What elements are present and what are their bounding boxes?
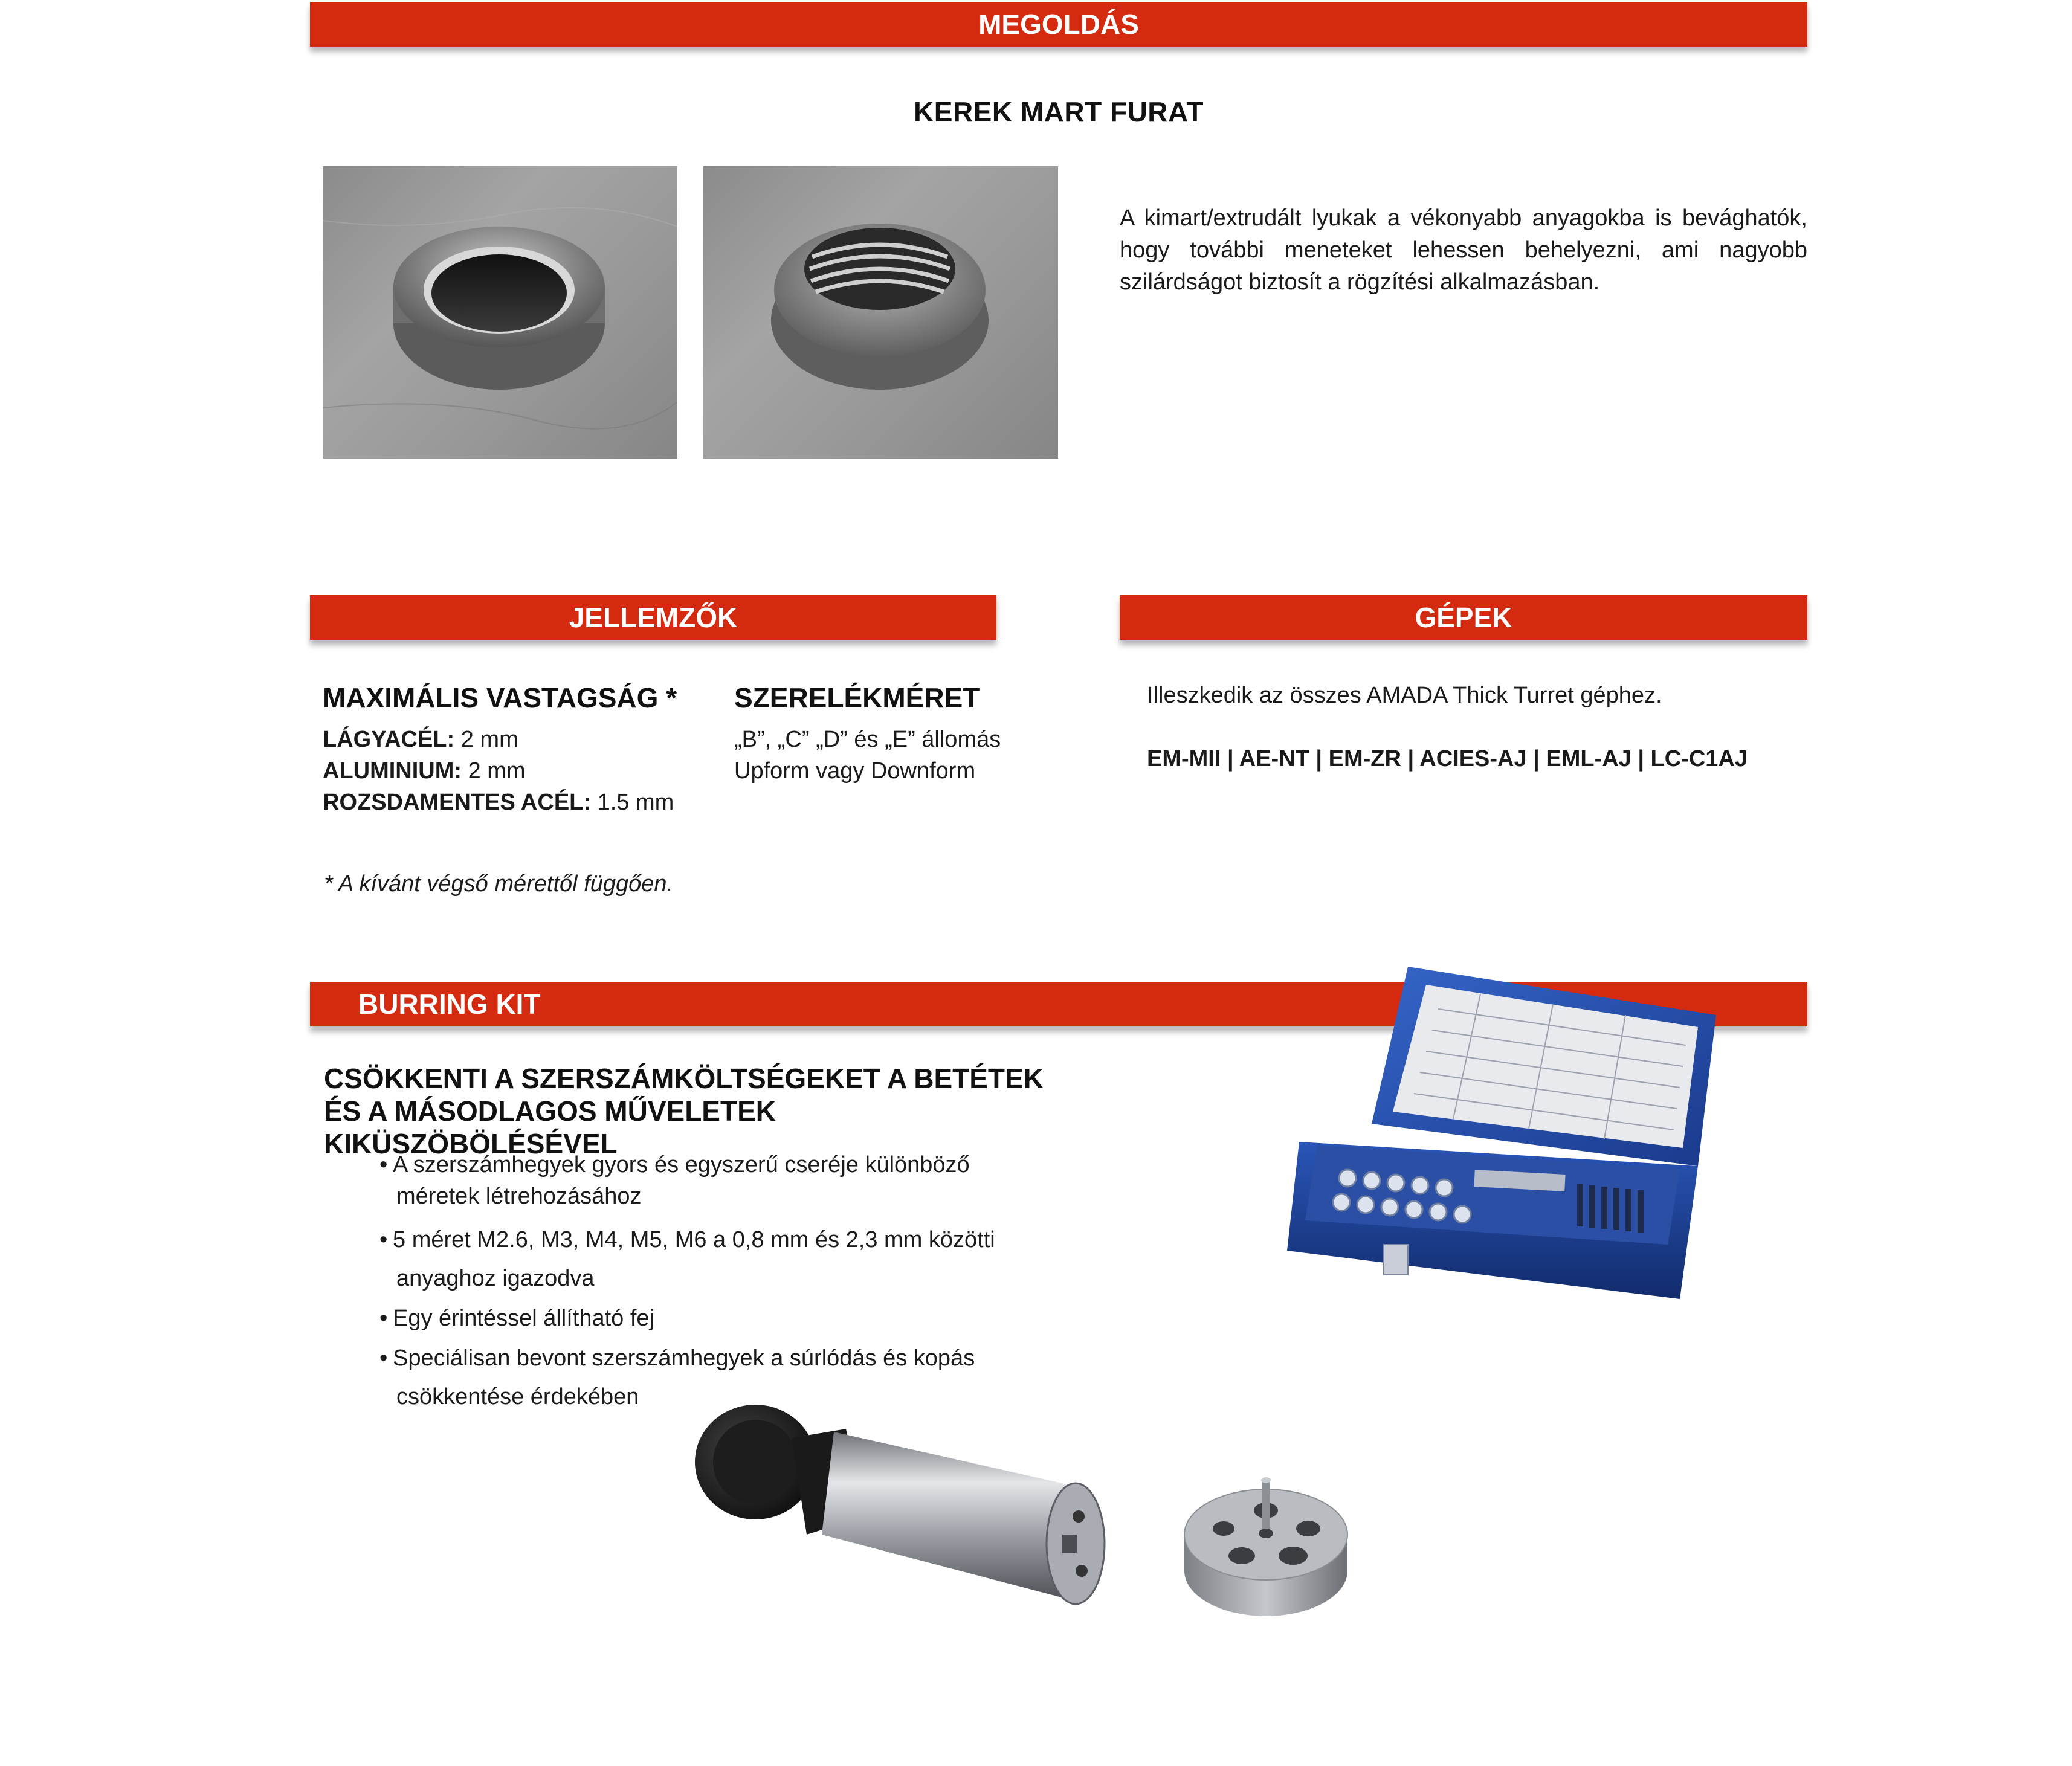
tool-case-photo (1281, 961, 1740, 1347)
solution-title: KEREK MART FURAT (914, 96, 1204, 127)
kit-bullet-1-line2: méretek létrehozásához (396, 1184, 642, 1209)
kit-bullet-2-line1: 5 méret M2.6, M3, M4, M5, M6 a 0,8 mm és 2,3 mm közötti (393, 1227, 995, 1252)
thickness-footnote: * A kívánt végső mérettől függően. (324, 871, 674, 897)
kit-bullet-4-line1: Speciálisan bevont szerszámhegyek a súrlódás és kopás (393, 1345, 975, 1371)
spec-aluminium-label: ALUMINIUM: (323, 758, 462, 784)
spec-mild-steel (323, 724, 518, 755)
features-header-bar (310, 595, 996, 640)
solution-description: A kimart/extrudált lyukak a vékonyabb anyagokba is bevághatók, hogy további meneteket lehessen behelyezni, ami nagyobb szilárdságot biztosít a rögzítési alkalmazásban. (1120, 205, 1807, 295)
spec-mild-steel-label: LÁGYACÉL: (323, 727, 455, 752)
spec-aluminium (323, 755, 526, 787)
kit-bullet-3-line1: Egy érintéssel állítható fej (393, 1306, 655, 1331)
max-thickness-heading: MAXIMÁLIS VASTAGSÁG * (323, 682, 677, 714)
kit-bullet-3 (379, 1299, 1044, 1338)
tool-size-heading: SZERELÉKMÉRET (734, 682, 980, 714)
milled-hole-photo (323, 166, 677, 459)
tool-size-form: Upform vagy Downform (734, 758, 976, 784)
machines-intro: Illeszkedik az összes AMADA Thick Turret géphez. (1147, 683, 1662, 708)
spec-stainless-steel-value: 1.5 mm (591, 790, 674, 815)
spec-stainless-steel (323, 787, 674, 818)
machines-header-bar (1120, 595, 1807, 640)
burring-kit-headline-line2: ÉS A MÁSODLAGOS MŰVELETEK KIKÜSZÖBÖLÉSÉVEL (324, 1095, 776, 1159)
tool-size-stations: „B”, „C” „D” és „E” állomás (734, 727, 1001, 752)
bullet-dot-icon: • (379, 1306, 388, 1331)
solution-header-bar (310, 2, 1807, 47)
kit-bullet-1-line1: A szerszámhegyek gyors és egyszerű cseréje különböző (393, 1152, 970, 1178)
kit-bullet-2 (379, 1220, 1044, 1298)
burring-kit-headline (324, 1062, 1049, 1160)
solution-header-label: MEGOLDÁS (978, 8, 1139, 40)
threaded-hole-photo (703, 166, 1058, 459)
spec-mild-steel-value: 2 mm (454, 727, 518, 752)
kit-bullet-4-line2: csökkentése érdekében (396, 1384, 639, 1410)
burring-head-photo (1175, 1468, 1357, 1625)
bullet-dot-icon: • (379, 1227, 388, 1252)
machines-header-label: GÉPEK (1415, 602, 1512, 633)
burring-kit-header-label: BURRING KIT (358, 988, 541, 1020)
kit-bullet-2-line2: anyaghoz igazodva (396, 1266, 595, 1291)
bullet-dot-icon: • (379, 1152, 388, 1178)
burring-kit-headline-line1: CSÖKKENTI A SZERSZÁMKÖLTSÉGEKET A BETÉTEK (324, 1063, 1044, 1094)
machine-model-list: EM-MII | AE-NT | EM-ZR | ACIES-AJ | EML-AJ | LC-C1AJ (1147, 746, 1748, 772)
features-header-label: JELLEMZŐK (569, 602, 738, 633)
spec-stainless-steel-label: ROZSDAMENTES ACÉL: (323, 790, 592, 815)
bullet-dot-icon: • (379, 1345, 388, 1371)
kit-bullet-1 (379, 1149, 1044, 1212)
spec-aluminium-value: 2 mm (462, 758, 526, 784)
burring-tool-photo (689, 1396, 1124, 1637)
